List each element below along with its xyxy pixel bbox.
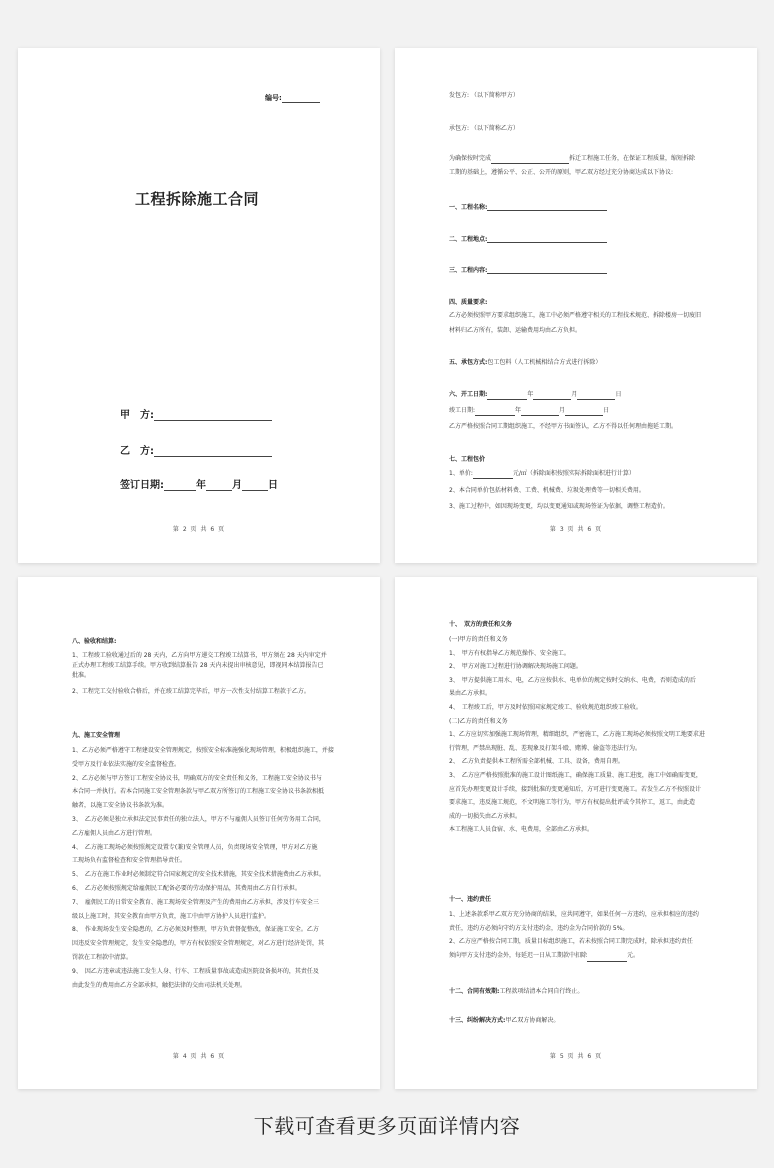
s9-2a: 2、乙方必须与甲方签订工程安全协议书，明确双方的安全责任和义务，工程施工安全协议书与: [72, 774, 322, 782]
intro-line-2: 工期的基础上，遵循公平、公正、公开的原则，甲乙双方经过充分协商达成以下协议:: [449, 169, 674, 176]
s8-2: 2、工程完工交付验收合格后，并在竣工结算完毕后，甲方一次性支付结算工程款于乙方。: [72, 688, 310, 695]
page-cover: [18, 48, 380, 563]
a3a: 3、 甲方提供施工用水、电，乙方应按供水、电单位的规定按时交纳水、电费，否则造成的后: [449, 676, 696, 684]
end-date-label: 竣工日期:: [449, 407, 476, 414]
section-10-body: [449, 633, 734, 837]
item-6-label: 六、开工日期:: [449, 391, 488, 398]
item-4-label: 四、质量要求:: [449, 299, 488, 306]
s11-1b: 责任，违约方必须向守约方支付违约金，违约金为合同价款的 5%。: [449, 924, 629, 932]
b3b: 应首先办理变更设计手续，接到批准的变更通知后，方可进行变更施工。若发生乙方不按照设计: [449, 785, 702, 793]
party-b-label: 乙 方:: [120, 446, 154, 457]
b3a: 3、 乙方应严格按照批准的施工设计图纸施工，确保施工质量、施工进度，施工中如确需变更，: [449, 771, 702, 779]
item-3-blank: [487, 266, 607, 274]
s9-1a: 1、乙方必须严格遵守工程建设安全管理规定，按照安全标准施强化现场管理，积极组织施工，并接: [72, 747, 334, 754]
start-day-label: 日: [615, 391, 622, 398]
end-month-blank: [521, 408, 559, 416]
section-11-title: 十一、违约责任: [449, 896, 492, 903]
year-label: 年: [196, 480, 206, 491]
item-7-2: 2、本合同单价包括材料费、工费、机械费、垃圾处理费等一切相关费用。: [449, 487, 645, 494]
item-4-text-2: 材料归乙方所有，装卸、运输费用均由乙方负担。: [449, 327, 582, 334]
item-6-start-row: [449, 390, 621, 400]
s9-1b: 受甲方及行业依法实施的安全监督检查。: [72, 760, 181, 768]
start-month-blank: [533, 392, 571, 400]
item-4-text-1: 乙方必须按照甲方要求组织施工，施工中必须严格遵守相关的工程技术规范、拆除楼房一切废旧: [449, 312, 702, 319]
s9-9a: 9、 因乙方违章或违法施工发生人身、行车、工程质量事故或造成医院设备损坏的，其责任及: [72, 967, 319, 975]
party-a-row: [120, 406, 272, 421]
s9-7a: 7、 雇佣民工的日常安全教育、施工现场安全管理及产生的费用由乙方承担，涉及行车安全三: [72, 898, 319, 906]
s9-3b: 乙方雇佣人员由乙方进行管理。: [72, 829, 157, 837]
intro-text-b: 拆迁工程施工任务，在保证工程质量，缩短拆除: [569, 155, 696, 162]
month-label: 月: [232, 480, 242, 491]
page-footer: 第 3 页 共 6 页: [549, 526, 603, 533]
section-13-text: 甲乙双方协商解决。: [505, 1017, 560, 1024]
unit-price-note: 元/㎡（拆除面积按照实际拆除面积进行计算）: [512, 470, 635, 477]
b2: 2、 乙方负责提供本工程所需全部机械、工具、设备，费用自理。: [449, 758, 624, 766]
s10-b-title: (二)乙方的责任和义务: [449, 717, 508, 725]
start-year-blank: [487, 392, 527, 400]
section-12-row: [449, 987, 583, 997]
item-6-end-row: [449, 406, 609, 416]
section-8-title: 八、验收和结算:: [72, 638, 117, 645]
s9-2b: 本合同一并执行。若本合同施工安全管理条款与甲乙双方所签订的工程施工安全协议书条款相抵: [72, 788, 325, 796]
page-4: [395, 577, 757, 1089]
s9-6: 6、 乙方必须按照规定给雇佣民工配备必要的劳动保护用品，其费用由乙方自行承担。: [72, 884, 301, 892]
s10-a-title: (一)甲方的责任和义务: [449, 636, 508, 643]
s9-8a: 8、 作业现场发生安全隐患的，乙方必须及时整理，甲方负责督促整改，保证施工安全。乙方: [72, 926, 319, 934]
employer-line: 发包方: （以下简称甲方）: [449, 92, 519, 99]
s9-8c: 罚款在工程款中清算。: [72, 953, 133, 961]
item-3-label: 三、工程内容:: [449, 267, 488, 274]
item-5-label: 五、承包方式:: [449, 359, 488, 366]
start-month-label: 月: [571, 391, 578, 398]
section-10-title: 十、 双方的责任和义务: [449, 621, 513, 628]
s9-4a: 4、 乙方施工现场必须按照规定设置专(兼)安全管理人员，负责现场安全管理，甲方对乙方施: [72, 843, 318, 851]
b1a: 1、乙方应切实加强施工现场管理，精细组织，严密施工，乙方施工现场必须按照文明工地要求进: [449, 731, 705, 739]
section-11-body: [449, 908, 734, 962]
page-footer: 第 5 页 共 6 页: [549, 1053, 603, 1060]
item-1-blank: [487, 203, 607, 211]
item-1-label: 一、工程名称:: [449, 204, 488, 211]
item-2-row: [449, 234, 607, 243]
cover-title: 工程拆除施工合同: [135, 190, 260, 208]
s9-4b: 工现场负有监督检查和安全管理指导责任。: [72, 857, 187, 865]
end-month-label: 月: [559, 407, 566, 414]
item-3-row: [449, 265, 607, 274]
item-5-row: [449, 358, 601, 368]
month-blank: [206, 480, 232, 491]
section-12-label: 十二、合同有效期:: [449, 988, 500, 995]
party-a-label: 甲 方:: [120, 410, 154, 421]
unit-price-label: 1、单价:: [449, 470, 473, 477]
page-footer: 第 4 页 共 6 页: [172, 1053, 226, 1060]
intro-text-a: 为确保按时完成: [449, 155, 492, 162]
s11-2c: 元。: [627, 951, 640, 959]
s9-2c: 触者，以施工安全协议书条款为准。: [72, 802, 169, 810]
start-year-label: 年: [527, 391, 534, 398]
start-day-blank: [577, 392, 615, 400]
b4: 本工程施工人员食宿、水、电费用，全部由乙方承担。: [449, 826, 594, 834]
end-day-label: 日: [603, 407, 610, 414]
b1b: 行管理，严禁出现脏、乱、差现象及打架斗殴、赌博、偷盗等违法行为。: [449, 744, 642, 752]
download-more-banner[interactable]: 下载可查看更多页面详情内容: [253, 1114, 521, 1138]
s11-2b-row: [449, 949, 734, 963]
section-9-body: [72, 744, 357, 992]
end-year-blank: [475, 408, 515, 416]
s9-8b: 因违反安全管理规定，发生安全隐患的，甲方有权依照安全管理规定，对乙方进行经济处罚，其: [72, 940, 325, 948]
contractor-line: 承包方: （以下简称乙方）: [449, 125, 519, 132]
project-blank: [491, 156, 569, 164]
page-2: [395, 48, 757, 563]
sign-date-label: 签订日期:: [120, 480, 164, 491]
unit-price-blank: [473, 471, 513, 479]
end-day-blank: [565, 408, 603, 416]
year-blank: [164, 480, 196, 491]
b3c: 要求施工，违反施工规范，不文明施工等行为，甲方有权提出批评或令其停工，返工，由此造: [449, 799, 696, 807]
day-blank: [242, 480, 268, 491]
s11-2a: 2、乙方应严格按合同工期，质量目标组织施工，若未按照合同工期完成时，除承担违约责任: [449, 938, 693, 946]
party-a-blank: [154, 410, 272, 421]
a4: 4、 工程竣工后，甲方及时依照国家规定竣工、验收规范组织竣工验收。: [449, 703, 642, 711]
sign-date-row: [120, 476, 278, 491]
page-footer: 第 2 页 共 6 页: [172, 526, 226, 533]
s9-3a: 3、 乙方必须是独立承担法定民事责任的独立法人，甲方不与雇佣人员签订任何劳务用工合同，: [72, 815, 325, 823]
s9-5: 5、 乙方在施工作业时必须制定符合国家规定的安全技术措施，其安全技术措施费由乙方承担。: [72, 871, 325, 879]
section-13-label: 十三、纠纷解决方式:: [449, 1017, 506, 1024]
item-1-row: [449, 202, 607, 211]
item-7-3: 3、施工过程中，如因现场变更，均以变更通知或现场签证为依据，调整工程造价。: [449, 503, 669, 510]
end-year-label: 年: [515, 407, 522, 414]
item-7-label: 七、工程包价: [449, 456, 486, 463]
s8-1a: 1、工程竣工验收通过后的 28 天内，乙方向甲方递交工程竣工结算书，甲方须在 28 天内审定并: [72, 652, 327, 659]
s9-7b: 级以上施工时，其安全教育由甲方负责，施工中由甲方协护人员进行监护。: [72, 912, 271, 920]
item-7-1: [449, 469, 635, 479]
s11-2b: 须向甲方支付违约金外，每延迟一日从工期款中扣除: [449, 951, 588, 959]
section-9-title: 九、施工安全管理: [72, 732, 121, 739]
party-b-row: [120, 442, 272, 457]
s11-1a: 1、上述条款系甲乙双方充分协商的结果，应共同遵守，如果任何一方违约，应承担相应的违约: [449, 911, 699, 918]
s8-1c: 批准。: [72, 672, 91, 679]
a3b: 果由乙方承担。: [449, 690, 492, 698]
s8-1b: 正式办理工程竣工结算手续。甲方收到结算报告 28 天内未提出审核意见，即视同本结算报告已: [72, 662, 324, 669]
section-12-text: 工程款项结清本合同自行终止。: [499, 988, 584, 995]
item-2-blank: [487, 235, 607, 243]
section-13-row: [449, 1016, 559, 1026]
party-b-blank: [154, 446, 272, 457]
s9-9b: 由此发生的费用由乙方全部承担，触犯法律的交由司法机关处理。: [72, 981, 247, 989]
a2: 2、 甲方对施工过程进行协调解决现场施工问题。: [449, 663, 582, 671]
a1: 1、 甲方有权指导乙方规范操作、安全施工。: [449, 649, 570, 657]
item-2-label: 二、工程地点:: [449, 236, 488, 243]
section-8-body: [72, 651, 357, 697]
page-3: [18, 577, 380, 1089]
day-label: 日: [268, 480, 278, 491]
penalty-blank: [587, 954, 627, 962]
number-blank: [282, 95, 320, 103]
b3d: 成的一切损失由乙方承担。: [449, 812, 522, 820]
contract-number: [265, 93, 320, 103]
item-6-text: 乙方严格按照合同工期组织施工，不经甲方书面签认，乙方不得以任何理由拖延工期。: [449, 423, 678, 430]
number-label: 编号:: [265, 94, 282, 102]
item-5-text: 包工包料（人工机械相结合方式进行拆除）: [487, 359, 602, 366]
intro-line-1: [449, 154, 739, 164]
